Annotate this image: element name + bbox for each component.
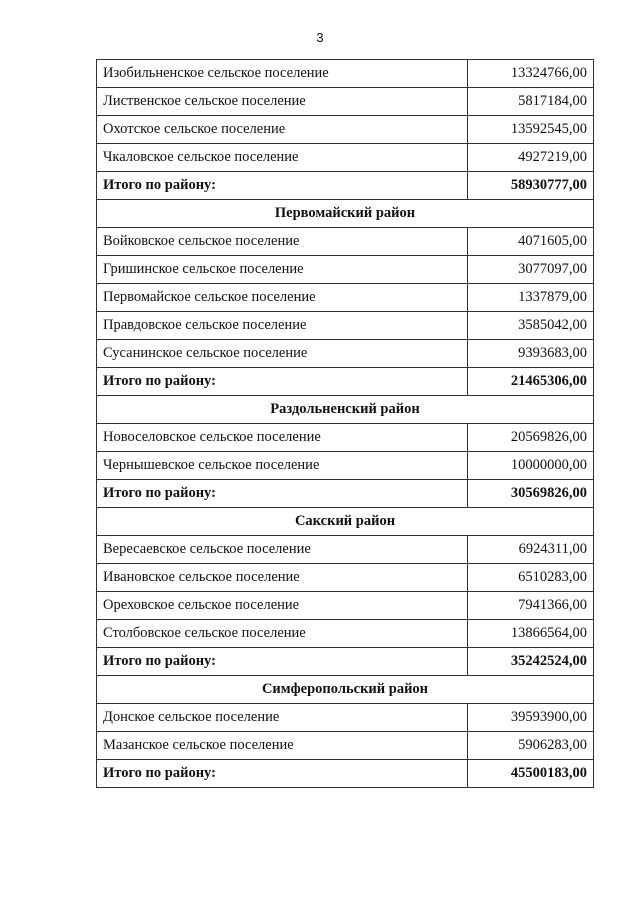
district-total-row (97, 172, 594, 200)
settlement-amount: 5817184,00 (467, 88, 593, 116)
settlement-amount: 4071605,00 (467, 228, 593, 256)
page-number: 3 (316, 30, 324, 45)
total-label: Итого по району: (97, 760, 468, 788)
settlement-name: Столбовское сельское поселение (97, 620, 468, 648)
table-row (97, 732, 594, 760)
settlement-amount: 5906283,00 (467, 732, 593, 760)
table-row (97, 340, 594, 368)
total-label: Итого по району: (97, 172, 468, 200)
district-header-row (97, 396, 594, 424)
total-amount: 30569826,00 (467, 480, 593, 508)
district-name: Симферопольский район (97, 676, 594, 704)
settlement-name: Лиственское сельское поселение (97, 88, 468, 116)
settlement-name: Чернышевское сельское поселение (97, 452, 468, 480)
settlement-amount: 6924311,00 (467, 536, 593, 564)
settlement-name: Мазанское сельское поселение (97, 732, 468, 760)
settlement-name: Донское сельское поселение (97, 704, 468, 732)
settlement-amount: 13866564,00 (467, 620, 593, 648)
settlement-amount: 10000000,00 (467, 452, 593, 480)
table-row (97, 620, 594, 648)
budget-allocation-table (96, 59, 594, 788)
district-name: Первомайский район (97, 200, 594, 228)
table-row (97, 88, 594, 116)
settlement-name: Чкаловское сельское поселение (97, 144, 468, 172)
table-row (97, 536, 594, 564)
settlement-amount: 6510283,00 (467, 564, 593, 592)
table-row (97, 452, 594, 480)
district-name: Сакский район (97, 508, 594, 536)
table-row (97, 116, 594, 144)
table-row (97, 284, 594, 312)
settlement-amount: 39593900,00 (467, 704, 593, 732)
total-amount: 21465306,00 (467, 368, 593, 396)
settlement-amount: 1337879,00 (467, 284, 593, 312)
total-label: Итого по району: (97, 368, 468, 396)
settlement-name: Правдовское сельское поселение (97, 312, 468, 340)
settlement-name: Первомайское сельское поселение (97, 284, 468, 312)
settlement-amount: 3585042,00 (467, 312, 593, 340)
settlement-amount: 20569826,00 (467, 424, 593, 452)
settlement-name: Охотское сельское поселение (97, 116, 468, 144)
table-row (97, 228, 594, 256)
settlement-name: Ореховское сельское поселение (97, 592, 468, 620)
settlement-name: Изобильненское сельское поселение (97, 60, 468, 88)
table-row (97, 424, 594, 452)
total-label: Итого по району: (97, 480, 468, 508)
district-header-row (97, 200, 594, 228)
total-amount: 45500183,00 (467, 760, 593, 788)
settlement-amount: 4927219,00 (467, 144, 593, 172)
settlement-amount: 9393683,00 (467, 340, 593, 368)
settlement-amount: 3077097,00 (467, 256, 593, 284)
total-label: Итого по району: (97, 648, 468, 676)
table-row (97, 704, 594, 732)
settlement-name: Ивановское сельское поселение (97, 564, 468, 592)
district-total-row (97, 368, 594, 396)
district-name: Раздольненский район (97, 396, 594, 424)
settlement-amount: 7941366,00 (467, 592, 593, 620)
table-body (97, 60, 594, 788)
settlement-amount: 13592545,00 (467, 116, 593, 144)
total-amount: 58930777,00 (467, 172, 593, 200)
table-row (97, 256, 594, 284)
table-row (97, 60, 594, 88)
table-row (97, 592, 594, 620)
district-total-row (97, 480, 594, 508)
district-total-row (97, 760, 594, 788)
table-row (97, 564, 594, 592)
settlement-name: Вересаевское сельское поселение (97, 536, 468, 564)
district-total-row (97, 648, 594, 676)
table-row (97, 312, 594, 340)
settlement-name: Новоселовское сельское поселение (97, 424, 468, 452)
settlement-amount: 13324766,00 (467, 60, 593, 88)
district-header-row (97, 508, 594, 536)
district-header-row (97, 676, 594, 704)
table-row (97, 144, 594, 172)
settlement-name: Гришинское сельское поселение (97, 256, 468, 284)
settlement-name: Сусанинское сельское поселение (97, 340, 468, 368)
total-amount: 35242524,00 (467, 648, 593, 676)
settlement-name: Войковское сельское поселение (97, 228, 468, 256)
